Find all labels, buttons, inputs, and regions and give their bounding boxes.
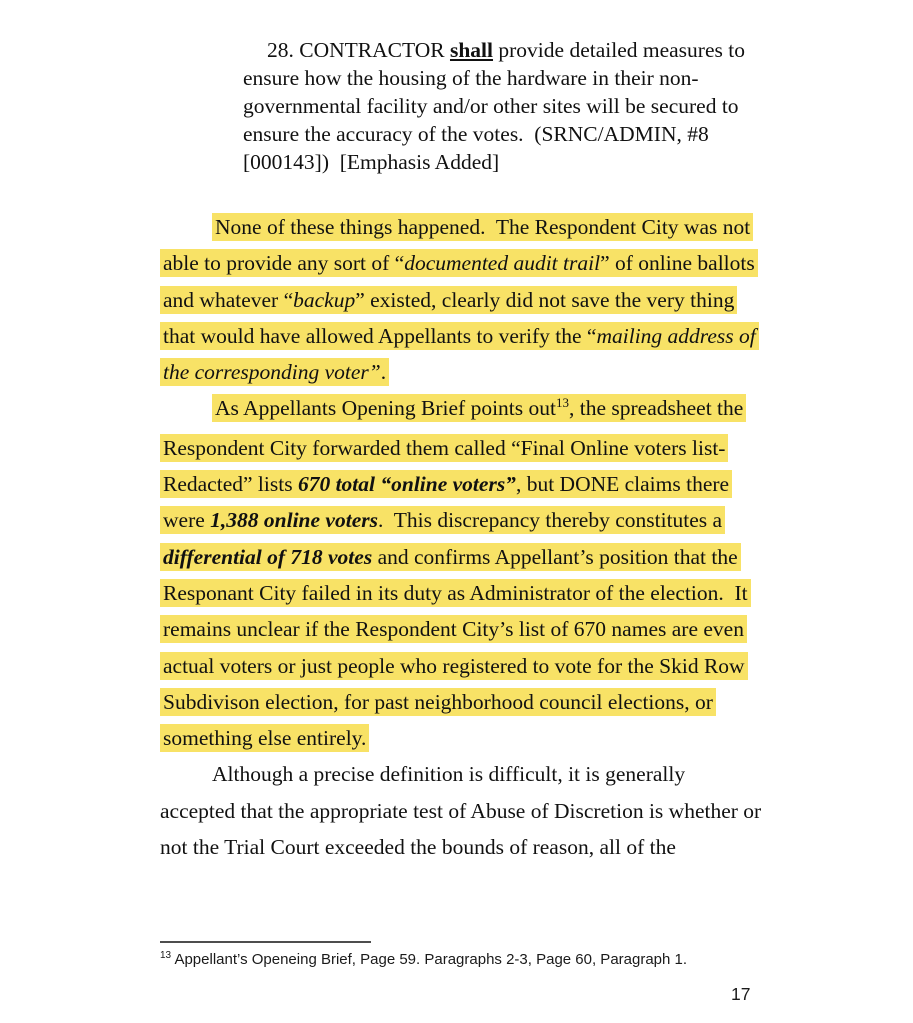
text-line xyxy=(160,793,762,829)
text-segment: remains unclear if the Respondent City’s list of 670 names are even xyxy=(163,617,744,642)
text-segment: 670 total “online voters” xyxy=(297,472,516,497)
text-line xyxy=(160,575,752,611)
text-line xyxy=(160,502,752,538)
text-segment: able to provide any sort of “ xyxy=(163,251,405,276)
highlighted-paragraph xyxy=(160,209,756,390)
text-segment: differential of 718 votes xyxy=(163,544,373,569)
text-segment: 28. CONTRACTOR xyxy=(267,38,450,62)
text-segment: , the spreadsheet the xyxy=(569,396,744,421)
footnote-text: Appellant’s Openeing Brief, Page 59. Paragraphs 2-3, Page 60, Paragraph 1. xyxy=(171,951,688,968)
text-segment: and confirms Appellant’s position that the xyxy=(372,544,738,569)
highlighted-text xyxy=(160,724,369,752)
footnote-area xyxy=(160,941,760,970)
text-segment: 13 xyxy=(556,395,569,411)
text-segment: governmental facility and/or other sites will be secured to xyxy=(243,94,739,118)
highlighted-text xyxy=(160,579,751,607)
text-line xyxy=(160,354,752,390)
text-line xyxy=(160,282,752,318)
text-line xyxy=(160,318,756,354)
text-segment: [000143]) [Emphasis Added] xyxy=(243,150,500,174)
text-line xyxy=(160,209,752,245)
text-line xyxy=(243,120,748,148)
footnote-marker: 13 xyxy=(160,950,172,961)
text-segment: Respondent City forwarded them called “Final Online voters list- xyxy=(163,435,726,460)
text-segment: Redacted” lists xyxy=(163,472,298,497)
text-segment: None of these things happened. The Respondent City was not xyxy=(215,215,751,239)
highlighted-text xyxy=(160,506,725,534)
text-line xyxy=(243,36,748,64)
highlighted-text xyxy=(160,286,737,314)
text-segment: 1,388 online voters xyxy=(210,508,378,533)
footnote xyxy=(160,950,760,970)
text-line xyxy=(243,64,748,92)
highlighted-text xyxy=(212,213,753,241)
text-segment: . This discrepancy thereby constitutes a xyxy=(377,508,723,533)
text-segment: Subdivison election, for past neighborhood council elections, or xyxy=(163,689,713,714)
highlighted-text xyxy=(212,394,746,422)
text-segment: were xyxy=(163,508,211,533)
page-number: 17 xyxy=(731,984,751,1004)
text-line xyxy=(160,611,752,647)
text-segment: ” of online ballots xyxy=(600,251,755,276)
highlighted-text xyxy=(160,615,747,643)
highlighted-text xyxy=(160,249,758,277)
text-line xyxy=(243,148,748,176)
text-segment: and whatever “ xyxy=(163,287,294,312)
text-run xyxy=(243,150,499,174)
text-segment: Responant City failed in its duty as Administrator of the election. It xyxy=(163,580,748,605)
text-line xyxy=(160,245,755,281)
text-run xyxy=(243,94,739,118)
text-segment: not the Trial Court exceeded the bounds of reason, all of the xyxy=(160,835,676,860)
text-line xyxy=(160,539,752,575)
text-segment: ensure the accuracy of the votes. (SRNC/ADMIN, #8 xyxy=(243,122,709,146)
text-segment: shall xyxy=(449,38,494,62)
highlighted-text xyxy=(160,358,389,386)
text-line xyxy=(160,390,752,429)
highlighted-text xyxy=(160,543,741,571)
highlighted-text xyxy=(160,652,748,680)
text-segment: that would have allowed Appellants to verify the “ xyxy=(163,323,597,348)
highlighted-paragraph xyxy=(160,390,752,756)
text-segment: provide detailed measures to xyxy=(493,38,745,62)
text-segment: the corresponding voter” xyxy=(163,360,381,385)
text-line xyxy=(160,720,752,756)
text-line xyxy=(160,648,752,684)
highlighted-text xyxy=(160,434,728,462)
text-line xyxy=(160,430,752,466)
text-line xyxy=(160,829,752,865)
paragraph xyxy=(160,756,762,865)
text-line xyxy=(243,92,748,120)
text-segment: mailing address of xyxy=(596,323,756,348)
text-run xyxy=(243,122,709,146)
highlighted-text xyxy=(160,688,716,716)
text-segment: actual voters or just people who registered to vote for the Skid Row xyxy=(163,653,745,678)
text-segment: accepted that the appropriate test of Abuse of Discretion is whether or xyxy=(160,798,762,823)
text-segment: Although a precise definition is difficult, it is generally xyxy=(212,762,686,787)
highlighted-text xyxy=(160,322,759,350)
text-segment: , but DONE claims there xyxy=(515,472,730,497)
text-segment: something else entirely. xyxy=(163,726,367,751)
highlighted-text xyxy=(160,470,732,498)
text-segment: ” existed, clearly did not save the very thing xyxy=(355,287,735,312)
text-run xyxy=(212,762,685,786)
text-segment: . xyxy=(380,360,387,385)
text-segment: As Appellants Opening Brief points out xyxy=(215,396,556,421)
text-run xyxy=(160,835,676,859)
text-segment: ensure how the housing of the hardware in their non- xyxy=(243,66,699,90)
block-quote xyxy=(243,36,748,176)
text-segment: documented audit trail xyxy=(404,251,601,276)
text-run xyxy=(243,66,699,90)
text-line xyxy=(160,466,752,502)
page-body xyxy=(160,36,762,865)
text-line xyxy=(160,684,752,720)
footnote-separator xyxy=(160,941,371,943)
text-run xyxy=(160,799,761,823)
text-line xyxy=(160,756,752,792)
text-run xyxy=(267,38,745,62)
text-segment: backup xyxy=(293,287,356,312)
